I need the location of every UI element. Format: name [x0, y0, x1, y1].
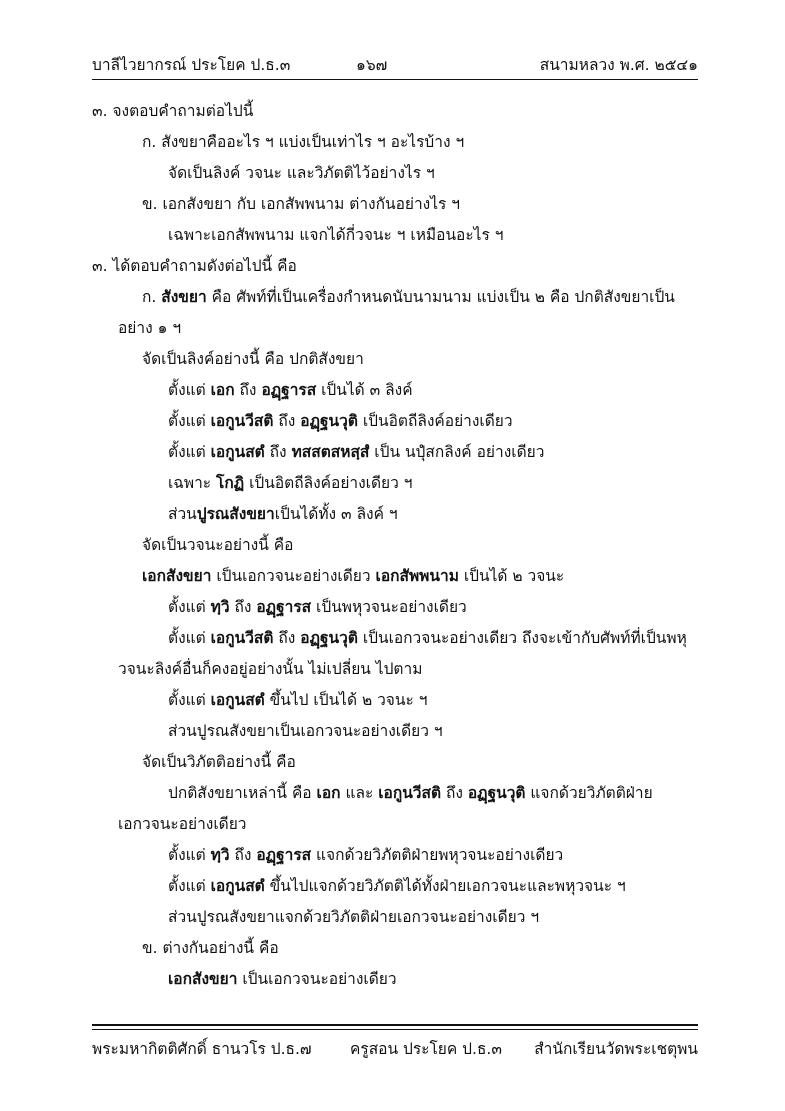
text-segment: ขึ้นไป เป็นได้ ๒ วจนะ ฯ: [264, 691, 428, 709]
text-line: ๓. ได้ตอบคำถามดังต่อไปนี้ คือ: [92, 257, 297, 275]
bold-term: อฏฺฐนวุติ: [300, 412, 358, 430]
text-line: [142, 286, 675, 308]
text-line: ก. สังขยาคืออะไร ฯ แบ่งเป็นเท่าไร ฯ อะไรบ้าง ฯ: [142, 133, 465, 151]
text-segment: เฉพาะ: [168, 474, 217, 492]
text-line: เอกวจนะอย่างเดียว: [118, 815, 247, 833]
text-line: [168, 441, 544, 463]
text-segment: แจกด้วยวิภัตติฝ่ายพหุวจนะอย่างเดียว: [311, 846, 564, 864]
text-line: เฉพาะเอกสัพพนาม แจกได้กี่วจนะ ฯ เหมือนอะไร ฯ: [168, 226, 504, 244]
text-line: [168, 596, 467, 618]
bold-term: เอกสังขยา: [142, 567, 212, 585]
text-line: ข. เอกสังขยา กับ เอกสัพพนาม ต่างกันอย่างไร ฯ: [142, 195, 460, 213]
text-segment: เป็นได้ ๓ ลิงค์: [316, 381, 413, 399]
text-segment: ก.: [142, 288, 162, 306]
page-number: ๑๖๗: [356, 56, 388, 74]
text-segment: ตั้งแต่: [168, 846, 211, 864]
text-segment: ถึง: [264, 443, 292, 461]
bold-term: เอกูนสตํ: [210, 691, 265, 709]
bold-term: ทฺวิ: [210, 598, 230, 616]
text-segment: แจกด้วยวิภัตติฝ่าย: [525, 784, 653, 802]
footer-rule-thin: [92, 1029, 698, 1030]
text-segment: คือ ศัพท์ที่เป็นเครื่องกำหนดนับนามนาม แบ่งเป็น ๒ คือ ปกติสังขยาเป็น: [206, 288, 675, 306]
text-line: [168, 782, 653, 804]
text-segment: ขึ้นไปแจกด้วยวิภัตติได้ทั้งฝ่ายเอกวจนะและพหุวจนะ ฯ: [264, 877, 626, 895]
text-segment: เป็นพหุวจนะอย่างเดียว: [311, 598, 467, 616]
text-segment: ถึง: [234, 381, 262, 399]
text-segment: ตั้งแต่: [168, 629, 211, 647]
text-segment: ตั้งแต่: [168, 691, 211, 709]
bold-term: เอกูนวีสติ: [210, 412, 274, 430]
footer-rule-thick: [92, 1024, 698, 1026]
bold-term: เอกูนวีสติ: [378, 784, 442, 802]
header-rule: [92, 79, 698, 80]
bold-term: อฏฺฐนวุติ: [467, 784, 526, 802]
text-line: จัดเป็นวจนะอย่างนี้ คือ: [142, 536, 294, 554]
text-segment: เป็นเอกวจนะอย่างเดียว: [211, 567, 376, 585]
text-segment: ตั้งแต่: [168, 598, 211, 616]
text-segment: เป็นอิตถีลิงค์อย่างเดียว ฯ: [244, 474, 413, 492]
text-segment: และ: [340, 784, 379, 802]
footer-center: ครูสอน ประโยค ป.ธ.๓: [350, 1040, 502, 1058]
text-line: [168, 410, 513, 432]
footer-right: สำนักเรียนวัดพระเชตุพน: [534, 1040, 698, 1058]
bold-term: อฏฺฐนวุติ: [300, 629, 358, 647]
text-segment: ปกติสังขยาเหล่านี้ คือ: [168, 784, 317, 802]
bold-term: เอกูนวีสติ: [210, 629, 274, 647]
bold-term: โกฏิ: [216, 474, 245, 492]
page-footer: [92, 1039, 698, 1061]
text-line: [168, 875, 626, 897]
text-line: [168, 689, 427, 711]
text-line: [168, 844, 563, 866]
text-segment: ถึง: [229, 598, 257, 616]
text-segment: ตั้งแต่: [168, 412, 211, 430]
text-line: ข. ต่างกันอย่างนี้ คือ: [142, 939, 279, 957]
header-right: สนามหลวง พ.ศ. ๒๕๔๑: [539, 56, 698, 74]
text-segment: ถึง: [441, 784, 468, 802]
text-line: อย่าง ๑ ฯ: [118, 319, 182, 337]
text-line: จัดเป็นลิงค์ วจนะ และวิภัตติไว้อย่างไร ฯ: [168, 164, 435, 182]
text-segment: เป็น นปุํสกลิงค์ อย่างเดียว: [369, 443, 545, 461]
text-segment: ตั้งแต่: [168, 443, 211, 461]
text-line: [168, 472, 412, 494]
text-line: [168, 503, 398, 525]
text-segment: เป็นได้ ๒ วจนะ: [458, 567, 565, 585]
bold-term: เอกสังขยา: [168, 970, 238, 988]
text-line: จัดเป็นวิภัตติอย่างนี้ คือ: [142, 753, 296, 771]
text-segment: เป็นเอกวจนะอย่างเดียว ถึงจะเข้ากับศัพท์ที่เป็นพหุ: [357, 629, 687, 647]
text-segment: ถึง: [229, 846, 257, 864]
text-line: [168, 968, 397, 990]
header-left: บาลีไวยากรณ์ ประโยค ป.ธ.๓: [92, 56, 291, 74]
text-segment: ถึง: [273, 629, 301, 647]
bold-term: เอกูนสตํ: [210, 877, 265, 895]
text-line: ส่วนปูรณสังขยาแจกด้วยวิภัตติฝ่ายเอกวจนะอย่างเดียว ฯ: [168, 908, 540, 926]
footer-left: พระมหากิตติศักดิ์ ธานวโร ป.ธ.๗: [92, 1040, 312, 1058]
text-line: [168, 379, 413, 401]
text-line: จัดเป็นลิงค์อย่างนี้ คือ ปกติสังขยา: [142, 350, 364, 368]
bold-term: อฏฺฐารส: [261, 381, 317, 399]
text-segment: เป็นเอกวจนะอย่างเดียว: [237, 970, 397, 988]
bold-term: เอก: [316, 784, 341, 802]
text-line: ๓. จงตอบคำถามต่อไปนี้: [92, 102, 254, 120]
bold-term: ทฺวิ: [210, 846, 230, 864]
text-segment: เป็นอิตถีลิงค์อย่างเดียว: [357, 412, 513, 430]
bold-term: ปูรณสังขยา: [196, 505, 275, 523]
text-segment: ส่วน: [168, 505, 197, 523]
bold-term: เอกสัพพนาม: [375, 567, 459, 585]
text-segment: ตั้งแต่: [168, 877, 211, 895]
text-segment: เป็นได้ทั้ง ๓ ลิงค์ ฯ: [274, 505, 398, 523]
text-segment: ถึง: [273, 412, 301, 430]
text-line: ส่วนปูรณสังขยาเป็นเอกวจนะอย่างเดียว ฯ: [168, 722, 443, 740]
text-line: วจนะลิงค์อื่นก็คงอยู่อย่างนั้น ไม่เปลี่ยน ไปตาม: [118, 660, 423, 678]
bold-term: เอกูนสตํ: [210, 443, 265, 461]
text-line: [168, 627, 687, 649]
bold-term: ทสสตสหสฺสํ: [291, 443, 370, 461]
text-segment: ตั้งแต่: [168, 381, 211, 399]
bold-term: อฏฺฐารส: [256, 846, 312, 864]
page-header: [92, 55, 698, 79]
bold-term: สังขยา: [161, 288, 207, 306]
text-line: [142, 565, 564, 587]
bold-term: อฏฺฐารส: [256, 598, 312, 616]
bold-term: เอก: [210, 381, 235, 399]
